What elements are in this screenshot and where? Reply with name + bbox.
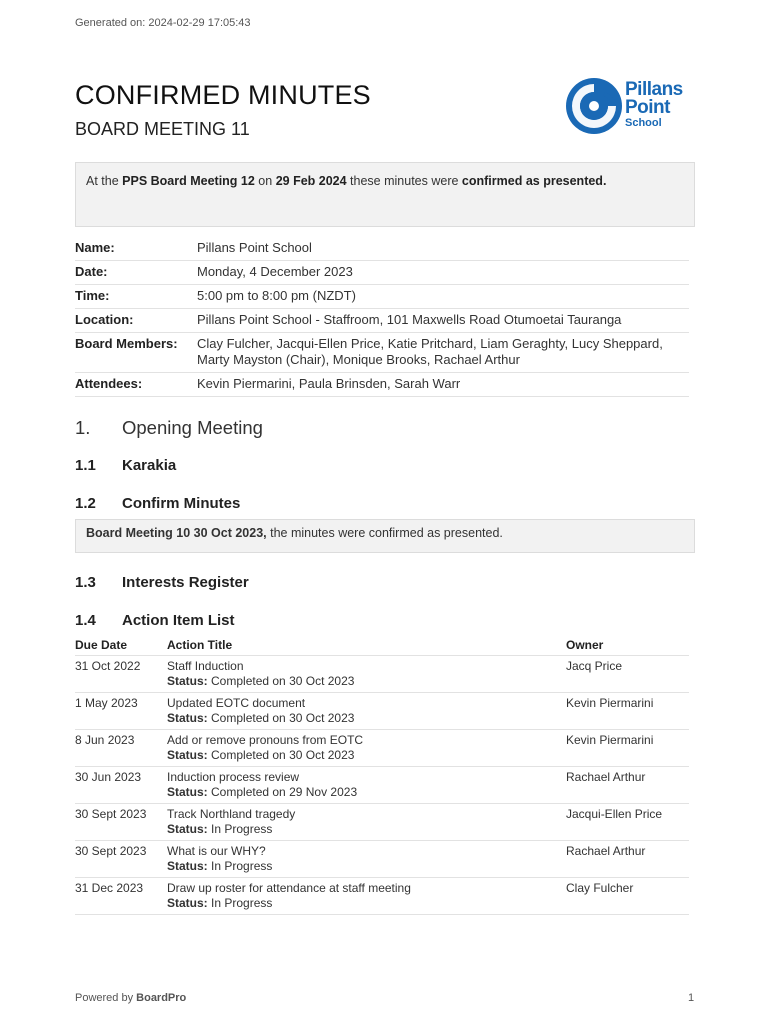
confirmation-meeting: PPS Board Meeting 12 xyxy=(122,174,255,188)
detail-key: Time: xyxy=(75,285,197,309)
document-subtitle: BOARD MEETING 11 xyxy=(75,119,250,139)
action-status xyxy=(167,822,566,837)
meeting-details-table xyxy=(75,237,689,397)
confirmation-notice xyxy=(75,162,695,227)
action-status-label: Status: xyxy=(167,896,208,910)
section-confirm-minutes xyxy=(75,495,240,512)
detail-value: 5:00 pm to 8:00 pm (NZDT) xyxy=(197,285,689,309)
section-opening-meeting xyxy=(75,417,263,439)
action-status-label: Status: xyxy=(167,859,208,873)
action-row xyxy=(75,841,689,878)
footer-powered-text: Powered by xyxy=(75,992,137,1004)
action-cell xyxy=(167,693,566,730)
action-status xyxy=(167,896,566,911)
page-number: 1 xyxy=(688,992,695,1004)
action-title: Add or remove pronouns from EOTC xyxy=(167,733,364,747)
logo-line-1: Pillans xyxy=(625,79,683,100)
action-status xyxy=(167,711,566,726)
action-status-value: In Progress xyxy=(211,859,273,873)
action-items-table xyxy=(75,636,689,915)
footer-powered-by xyxy=(75,992,186,1004)
action-status xyxy=(167,785,566,800)
detail-value: Kevin Piermarini, Paula Brinsden, Sarah Warr xyxy=(197,373,689,397)
action-status xyxy=(167,674,566,689)
action-row xyxy=(75,878,689,915)
logo-wordmark xyxy=(625,80,683,129)
action-status-label: Status: xyxy=(167,822,208,836)
detail-value: Clay Fulcher, Jacqui-Ellen Price, Katie Pritchard, Liam Geraghty, Lucy Sheppard, Marty Mayston (Chair), Monique Brooks, Rachael Arthur xyxy=(197,333,689,373)
detail-row xyxy=(75,237,689,261)
confirm-minutes-bold: Board Meeting 10 30 Oct 2023, xyxy=(86,526,267,540)
section-number: 1.4 xyxy=(75,612,96,629)
action-owner: Clay Fulcher xyxy=(566,878,689,915)
section-number: 1. xyxy=(75,417,91,438)
section-title: Karakia xyxy=(122,457,177,474)
action-owner: Kevin Piermarini xyxy=(566,693,689,730)
detail-value: Pillans Point School xyxy=(197,237,689,261)
section-karakia xyxy=(75,457,176,474)
detail-row xyxy=(75,309,689,333)
confirmation-on: on xyxy=(254,174,276,188)
section-number: 1.2 xyxy=(75,495,96,512)
action-status xyxy=(167,748,566,763)
action-title: Induction process review xyxy=(167,770,300,784)
action-row xyxy=(75,767,689,804)
column-header-owner: Owner xyxy=(566,636,689,656)
detail-value: Monday, 4 December 2023 xyxy=(197,261,689,285)
action-cell xyxy=(167,804,566,841)
action-owner: Jacqui-Ellen Price xyxy=(566,804,689,841)
action-status-label: Status: xyxy=(167,711,208,725)
logo-line-3: School xyxy=(625,117,662,129)
action-status xyxy=(167,859,566,874)
footer-brand: BoardPro xyxy=(136,992,187,1004)
action-due-date: 30 Jun 2023 xyxy=(75,767,167,804)
confirmation-middle: these minutes were xyxy=(346,174,462,188)
action-cell xyxy=(167,656,566,693)
action-status-label: Status: xyxy=(167,674,208,688)
detail-row xyxy=(75,285,689,309)
action-title: Staff Induction xyxy=(167,659,244,673)
action-status-value: Completed on 30 Oct 2023 xyxy=(211,748,355,762)
section-title: Confirm Minutes xyxy=(122,495,241,512)
action-status-value: Completed on 29 Nov 2023 xyxy=(211,785,358,799)
action-title: What is our WHY? xyxy=(167,844,266,858)
action-status-label: Status: xyxy=(167,785,208,799)
confirm-minutes-rest: the minutes were confirmed as presented. xyxy=(266,526,503,540)
action-row xyxy=(75,804,689,841)
section-title: Opening Meeting xyxy=(122,417,263,438)
action-status-label: Status: xyxy=(167,748,208,762)
action-due-date: 31 Oct 2022 xyxy=(75,656,167,693)
generated-timestamp: Generated on: 2024-02-29 17:05:43 xyxy=(75,17,251,29)
detail-value: Pillans Point School - Staffroom, 101 Maxwells Road Otumoetai Tauranga xyxy=(197,309,689,333)
detail-row xyxy=(75,261,689,285)
confirmation-status: confirmed as presented. xyxy=(461,174,607,188)
confirmation-prefix: At the xyxy=(86,174,123,188)
action-status-value: In Progress xyxy=(211,896,273,910)
action-owner: Kevin Piermarini xyxy=(566,730,689,767)
section-action-item-list xyxy=(75,612,235,629)
action-cell xyxy=(167,730,566,767)
action-cell xyxy=(167,767,566,804)
section-interests-register xyxy=(75,574,249,591)
action-title: Track Northland tragedy xyxy=(167,807,296,821)
confirm-minutes-notice xyxy=(75,519,695,553)
detail-key: Name: xyxy=(75,237,197,261)
detail-key: Board Members: xyxy=(75,333,197,373)
action-row xyxy=(75,730,689,767)
action-title: Updated EOTC document xyxy=(167,696,306,710)
action-owner: Rachael Arthur xyxy=(566,841,689,878)
section-number: 1.3 xyxy=(75,574,96,591)
action-due-date: 30 Sept 2023 xyxy=(75,804,167,841)
detail-row xyxy=(75,333,689,373)
detail-key: Attendees: xyxy=(75,373,197,397)
logo-line-2: Point xyxy=(625,97,670,118)
action-due-date: 30 Sept 2023 xyxy=(75,841,167,878)
action-due-date: 31 Dec 2023 xyxy=(75,878,167,915)
action-row xyxy=(75,693,689,730)
action-owner: Rachael Arthur xyxy=(566,767,689,804)
action-status-value: Completed on 30 Oct 2023 xyxy=(211,711,355,725)
action-cell xyxy=(167,878,566,915)
section-title: Interests Register xyxy=(122,574,249,591)
confirmation-date: 29 Feb 2024 xyxy=(275,174,347,188)
section-title: Action Item List xyxy=(122,612,235,629)
action-due-date: 8 Jun 2023 xyxy=(75,730,167,767)
action-owner: Jacq Price xyxy=(566,656,689,693)
document-title: CONFIRMED MINUTES xyxy=(75,80,371,110)
action-row xyxy=(75,656,689,693)
action-status-value: In Progress xyxy=(211,822,273,836)
action-status-value: Completed on 30 Oct 2023 xyxy=(211,674,355,688)
school-logo xyxy=(564,76,694,136)
detail-key: Location: xyxy=(75,309,197,333)
detail-key: Date: xyxy=(75,261,197,285)
action-table-header xyxy=(75,636,689,656)
section-number: 1.1 xyxy=(75,457,96,474)
action-title: Draw up roster for attendance at staff meeting xyxy=(167,881,411,895)
action-cell xyxy=(167,841,566,878)
column-header-action-title: Action Title xyxy=(167,636,566,656)
action-due-date: 1 May 2023 xyxy=(75,693,167,730)
detail-row xyxy=(75,373,689,397)
wave-logo-icon xyxy=(564,76,624,136)
column-header-due-date: Due Date xyxy=(75,636,167,656)
